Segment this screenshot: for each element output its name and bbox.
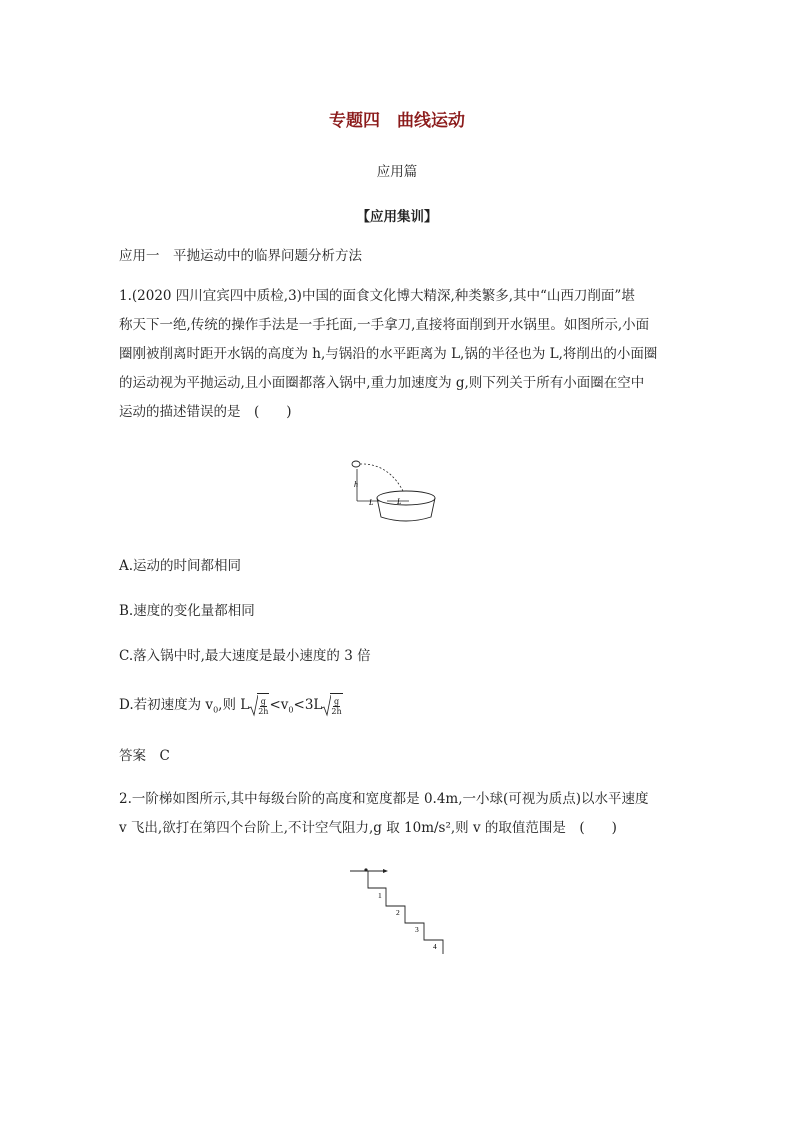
page-subtitle: 应用篇 bbox=[376, 164, 418, 180]
label-h: h bbox=[354, 480, 358, 489]
pot-rim bbox=[377, 491, 435, 505]
label-L-radius: L bbox=[397, 497, 402, 506]
noodle-pot-figure bbox=[345, 455, 445, 525]
sqrt-lower bbox=[249, 693, 269, 718]
q1-line: 运动的描述错误的是 ( ) bbox=[119, 404, 292, 420]
noodle-ring bbox=[352, 461, 360, 467]
q1-line: 的运动视为平抛运动,且小面圈都落入锅中,重力加速度为 g,则下列关于所有小面圈在空中 bbox=[119, 375, 645, 391]
page-title: 专题四 曲线运动 bbox=[329, 111, 465, 131]
q2-line: 2.一阶梯如图所示,其中每级台阶的高度和宽度都是 0.4m,一小球(可视为质点)以水平速度 bbox=[119, 791, 649, 807]
option-d bbox=[119, 693, 343, 723]
option-d-sub: 0 bbox=[213, 705, 219, 715]
option-d-mid3: <3L bbox=[293, 697, 323, 713]
frac-num: g bbox=[333, 697, 340, 706]
step-label-3: 3 bbox=[415, 925, 419, 934]
arrow-head bbox=[383, 869, 388, 873]
frac-den: 2h bbox=[331, 707, 342, 716]
staircase-figure bbox=[345, 862, 450, 957]
step-label-2: 2 bbox=[396, 908, 400, 917]
option-d-mid1: ,则 L bbox=[218, 697, 250, 713]
sqrt-upper bbox=[322, 693, 342, 718]
step-label-1: 1 bbox=[378, 891, 382, 900]
label-L-distance: L bbox=[369, 498, 374, 507]
topic-heading: 应用一 平抛运动中的临界问题分析方法 bbox=[119, 248, 362, 264]
step-label-4: 4 bbox=[433, 942, 437, 951]
trajectory-path bbox=[360, 464, 405, 495]
option-d-prefix: D.若初速度为 v bbox=[119, 697, 214, 713]
option-d-sub-2: 0 bbox=[288, 705, 294, 715]
option-a: A.运动的时间都相同 bbox=[119, 558, 242, 574]
frac-num: g bbox=[260, 697, 266, 706]
section-heading: 【应用集训】 bbox=[356, 209, 438, 225]
frac-den: 2h bbox=[258, 707, 269, 716]
q1-line: 圈刚被削离时距开水锅的高度为 h,与锅沿的水平距离为 L,锅的半径也为 L,将削出的小面圈 bbox=[119, 346, 658, 362]
q1-line: 1.(2020 四川宜宾四中质检,3)中国的面食文化博大精深,种类繁多,其中“山西刀削面”堪 bbox=[119, 288, 635, 304]
answer-line: 答案 C bbox=[119, 748, 170, 764]
option-d-mid2: <v bbox=[269, 697, 289, 713]
q1-line: 称天下一绝,传统的操作手法是一手托面,一手拿刀,直接将面削到开水锅里。如图所示,小面 bbox=[119, 317, 650, 333]
option-c: C.落入锅中时,最大速度是最小速度的 3 倍 bbox=[119, 648, 371, 664]
option-b: B.速度的变化量都相同 bbox=[119, 603, 255, 619]
question-1-stem bbox=[119, 282, 679, 427]
q2-line: v 飞出,欲打在第四个台阶上,不计空气阻力,g 取 10m/s²,则 v 的取值范围是 ( ) bbox=[119, 820, 617, 836]
question-2-stem bbox=[119, 785, 679, 843]
